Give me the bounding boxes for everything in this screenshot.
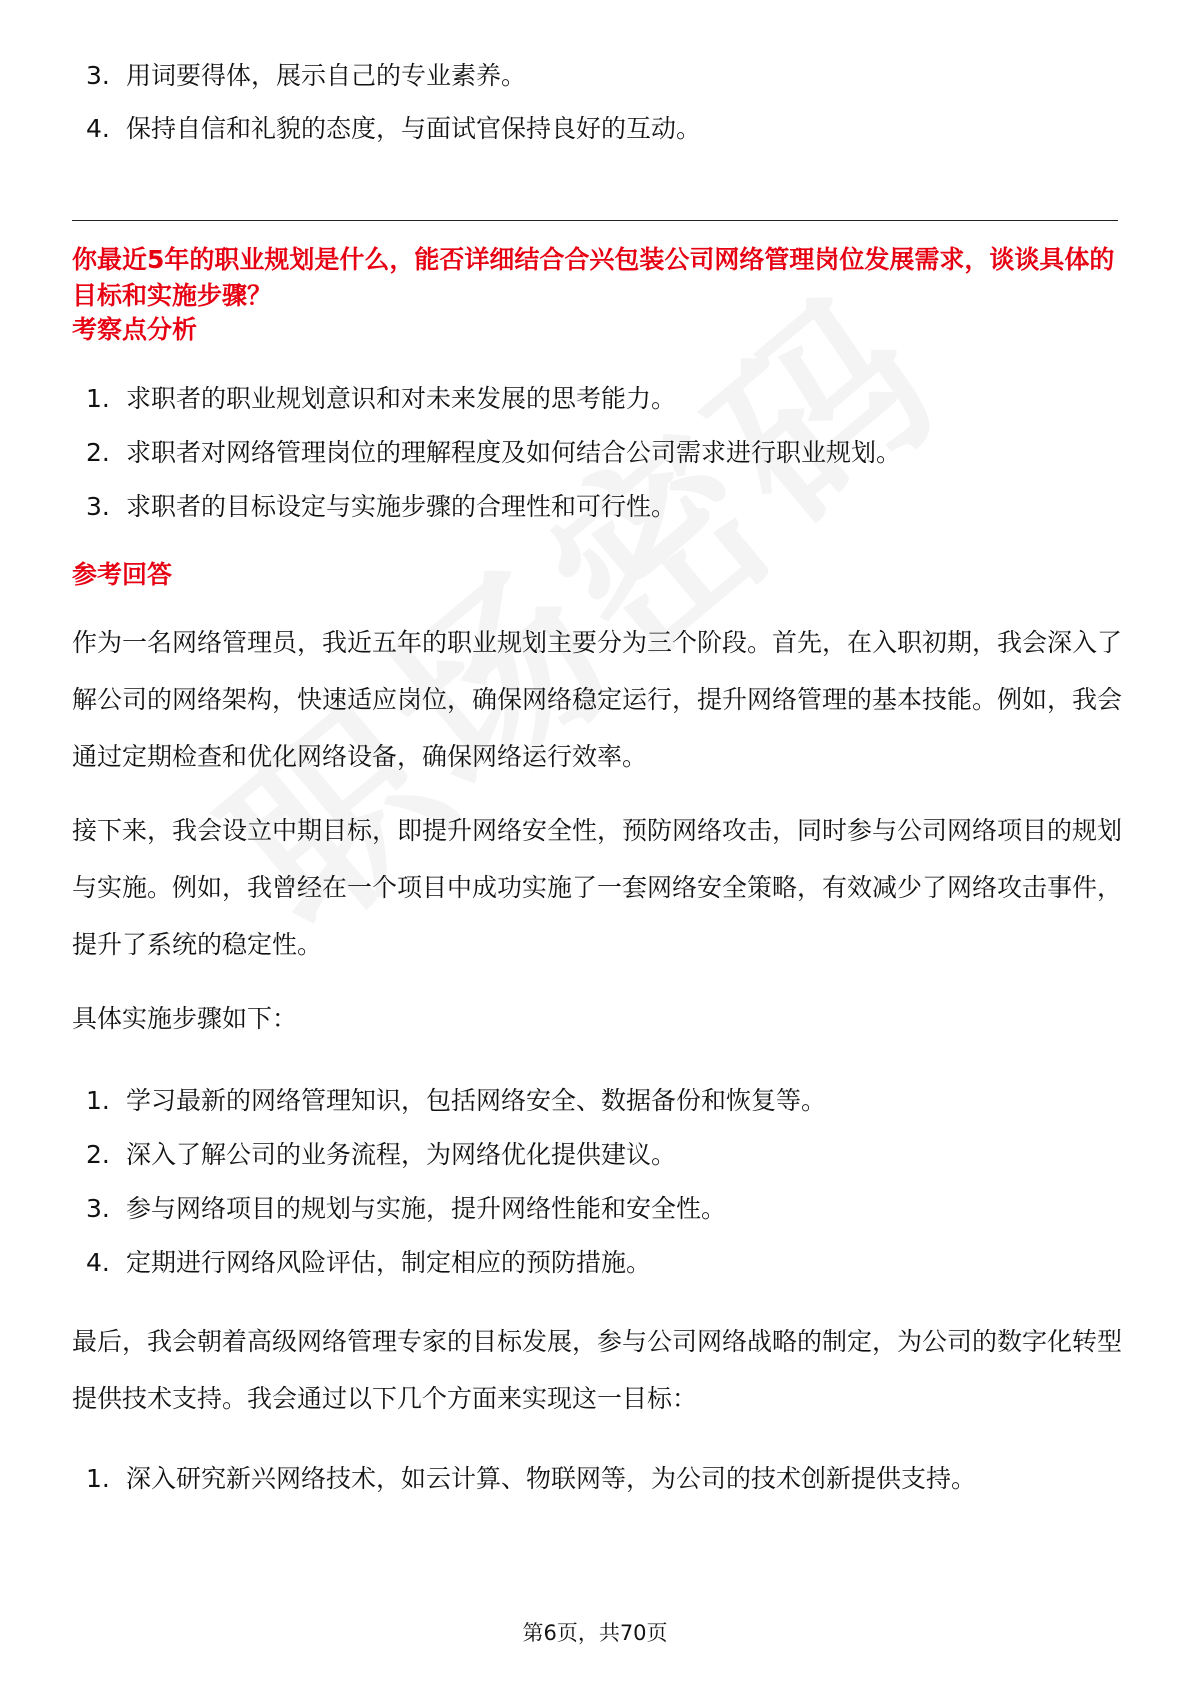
list-item-number: 1.	[86, 384, 110, 413]
list-item-number: 4.	[86, 114, 110, 143]
list-item-text: 求职者的职业规划意识和对未来发展的思考能力。	[126, 384, 677, 413]
list-item	[72, 1191, 826, 1227]
section-divider	[72, 220, 1118, 221]
question-title: 你最近5年的职业规划是什么，能否详细结合合兴包装公司网络管理岗位发展需求，谈谈具体的目标和实施步骤？	[72, 245, 1115, 310]
list-item	[72, 381, 901, 417]
list-item	[72, 1245, 826, 1281]
list-item-number: 4.	[86, 1248, 110, 1277]
answer-paragraph: 具体实施步骤如下：	[72, 1004, 298, 1033]
list-item-text: 保持自信和礼貌的态度，与面试官保持良好的互动。	[126, 114, 702, 143]
answer-heading: 参考回答	[72, 560, 173, 589]
list-item	[72, 489, 901, 525]
answer-paragraph: 接下来，我会设立中期目标，即提升网络安全性，预防网络攻击，同时参与公司网络项目的规划与实施。例如，我曾经在一个项目中成功实施了一套网络安全策略，有效减少了网络攻击事件，提升了系统的稳定性。	[72, 816, 1123, 959]
list-item-text: 深入了解公司的业务流程，为网络优化提供建议。	[126, 1140, 677, 1169]
answer-paragraph: 作为一名网络管理员，我近五年的职业规划主要分为三个阶段。首先，在入职初期，我会深入了解公司的网络架构，快速适应岗位，确保网络稳定运行，提升网络管理的基本技能。例如，我会通过定期检查和优化网络设备，确保网络运行效率。	[72, 628, 1123, 771]
steps-list	[72, 1083, 826, 1281]
list-item	[72, 58, 701, 94]
list-item	[72, 111, 701, 147]
list-item	[72, 1461, 976, 1497]
list-item-number: 2.	[86, 438, 110, 467]
list-item	[72, 1083, 826, 1119]
list-item-number: 3.	[86, 492, 110, 521]
list-item-text: 参与网络项目的规划与实施，提升网络性能和安全性。	[126, 1194, 727, 1223]
analysis-list	[72, 381, 901, 525]
list-item-text: 求职者的目标设定与实施步骤的合理性和可行性。	[126, 492, 677, 521]
list-item-number: 3.	[86, 61, 110, 90]
final-list	[72, 1461, 976, 1497]
list-item-text: 深入研究新兴网络技术，如云计算、物联网等，为公司的技术创新提供支持。	[126, 1464, 977, 1493]
list-item-text: 定期进行网络风险评估，制定相应的预防措施。	[126, 1248, 652, 1277]
list-item-text: 用词要得体，展示自己的专业素养。	[126, 61, 527, 90]
page-footer: 第6页，共70页	[522, 1621, 668, 1645]
top-list	[72, 58, 701, 147]
list-item	[72, 1137, 826, 1173]
list-item-number: 2.	[86, 1140, 110, 1169]
list-item-number: 3.	[86, 1194, 110, 1223]
analysis-heading: 考察点分析	[72, 315, 198, 344]
list-item-text: 求职者对网络管理岗位的理解程度及如何结合公司需求进行职业规划。	[126, 438, 902, 467]
answer-paragraph: 最后，我会朝着高级网络管理专家的目标发展，参与公司网络战略的制定，为公司的数字化转型提供技术支持。我会通过以下几个方面来实现这一目标：	[72, 1327, 1123, 1413]
list-item-number: 1.	[86, 1464, 110, 1493]
list-item-number: 1.	[86, 1086, 110, 1115]
list-item	[72, 435, 901, 471]
list-item-text: 学习最新的网络管理知识，包括网络安全、数据备份和恢复等。	[126, 1086, 827, 1115]
